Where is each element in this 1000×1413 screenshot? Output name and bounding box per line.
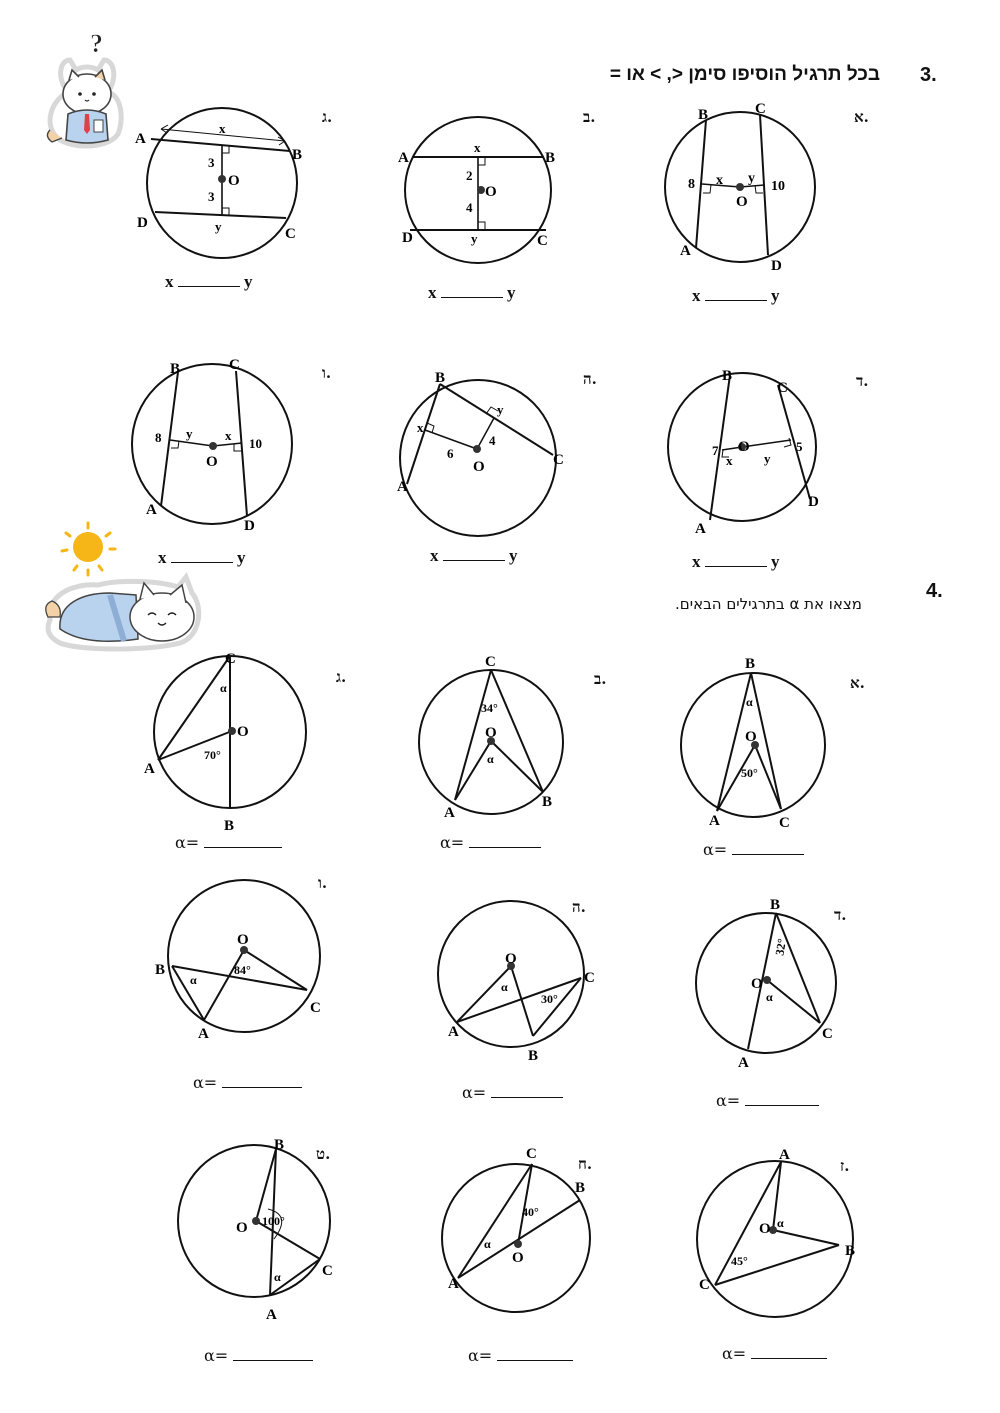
question-4-instruction: מצאו את α בתרגילים הבאים. bbox=[675, 595, 862, 613]
length-label: 7 bbox=[712, 443, 719, 458]
point-label: B bbox=[528, 1048, 539, 1064]
point-label: C bbox=[699, 1277, 710, 1293]
q4-diagram-a bbox=[675, 655, 840, 835]
point-label: C bbox=[553, 452, 564, 468]
cat-thinking-sticker bbox=[38, 30, 133, 155]
q3-d-blank[interactable] bbox=[705, 566, 767, 567]
point-label: C bbox=[537, 233, 548, 249]
angle-label: 50° bbox=[741, 766, 758, 780]
point-label: B bbox=[698, 107, 709, 123]
q4-g-answer-label: α= bbox=[722, 1344, 747, 1363]
point-label: B bbox=[274, 1137, 285, 1153]
point-label: D bbox=[137, 215, 148, 231]
angle-label: 30° bbox=[541, 992, 558, 1006]
length-label: y bbox=[497, 402, 504, 417]
point-label: A bbox=[198, 1026, 209, 1042]
angle-label: α bbox=[487, 752, 494, 766]
cat-sun-sleeping-sticker bbox=[40, 525, 205, 660]
length-label: 10 bbox=[249, 436, 262, 451]
point-label: A bbox=[444, 805, 455, 821]
point-label: B bbox=[224, 818, 235, 834]
q4-i-blank[interactable] bbox=[233, 1360, 313, 1361]
point-label: O bbox=[738, 439, 750, 455]
q3-a-left: x bbox=[692, 286, 701, 305]
point-label: A bbox=[135, 131, 146, 147]
q3-answer-c bbox=[165, 272, 253, 292]
q3-answer-b bbox=[428, 283, 516, 303]
point-label: B bbox=[845, 1243, 856, 1259]
point-label: B bbox=[542, 794, 553, 810]
q3-e-blank[interactable] bbox=[443, 560, 505, 561]
angle-label: 100° bbox=[262, 1214, 285, 1228]
q4-label-g: ז. bbox=[840, 1157, 850, 1175]
angle-label: α bbox=[484, 1237, 491, 1251]
q4-f-answer-label: α= bbox=[193, 1073, 218, 1092]
length-label: x bbox=[225, 428, 232, 443]
angle-label: α bbox=[746, 695, 753, 709]
question-3-title: בכל תרגיל הוסיפו סימן <, > או = bbox=[609, 64, 880, 85]
q3-e-left: x bbox=[430, 546, 439, 565]
point-label: B bbox=[170, 361, 181, 377]
q4-answer-d bbox=[716, 1091, 819, 1110]
point-label: A bbox=[680, 243, 691, 259]
length-label: y bbox=[215, 219, 222, 234]
q4-h-blank[interactable] bbox=[497, 1360, 573, 1361]
point-label: A bbox=[398, 150, 409, 166]
q4-label-b: ב. bbox=[594, 670, 607, 688]
q4-a-answer-label: α= bbox=[703, 840, 728, 859]
q3-diagram-e bbox=[395, 370, 585, 540]
angle-label: 40° bbox=[522, 1205, 539, 1219]
length-label: 4 bbox=[466, 200, 473, 215]
question-mark-icon: ? bbox=[90, 29, 103, 58]
q4-diagram-f bbox=[152, 880, 337, 1050]
point-label: B bbox=[770, 897, 781, 913]
q4-label-d: ד. bbox=[834, 906, 847, 924]
q4-diagram-d bbox=[690, 895, 850, 1075]
length-label: y bbox=[471, 231, 478, 246]
q3-diagram-f bbox=[130, 357, 320, 540]
q3-f-blank[interactable] bbox=[171, 562, 233, 563]
q4-label-h: ח. bbox=[578, 1155, 593, 1173]
point-label: O bbox=[228, 173, 240, 189]
point-label: O bbox=[512, 1250, 524, 1266]
length-label: 5 bbox=[796, 439, 803, 454]
point-label: B bbox=[292, 147, 303, 163]
q3-f-right: y bbox=[237, 548, 246, 567]
q4-d-answer-label: α= bbox=[716, 1091, 741, 1110]
q4-answer-h bbox=[468, 1346, 573, 1365]
angle-label: 34° bbox=[481, 701, 498, 715]
angle-label: α bbox=[274, 1270, 281, 1284]
angle-label: 70° bbox=[204, 748, 221, 762]
q3-answer-f bbox=[158, 548, 246, 568]
point-label: A bbox=[738, 1055, 749, 1071]
length-label: x bbox=[716, 173, 723, 188]
q4-h-answer-label: α= bbox=[468, 1346, 493, 1365]
q3-label-d: ד. bbox=[856, 372, 869, 390]
q3-label-c: ג. bbox=[322, 108, 333, 126]
q4-answer-f bbox=[193, 1073, 302, 1092]
point-label: C bbox=[485, 654, 496, 670]
q3-label-f: ו. bbox=[322, 364, 332, 382]
point-label: O bbox=[237, 724, 249, 740]
q3-diagram-d bbox=[660, 365, 850, 545]
q4-diagram-e bbox=[435, 890, 605, 1070]
length-label: y bbox=[748, 171, 755, 186]
point-label: B bbox=[575, 1180, 586, 1196]
length-label: 6 bbox=[447, 446, 454, 461]
length-label: x bbox=[219, 121, 226, 136]
q4-label-e: ה. bbox=[572, 898, 586, 916]
q3-diagram-c bbox=[135, 115, 315, 270]
angle-label: 45° bbox=[731, 1254, 748, 1268]
q4-d-blank[interactable] bbox=[745, 1105, 819, 1106]
q3-diagram-a bbox=[660, 100, 850, 275]
question-4-number: 4. bbox=[926, 580, 943, 602]
point-label: A bbox=[448, 1024, 459, 1040]
q4-answer-a bbox=[703, 840, 804, 859]
q3-b-blank[interactable] bbox=[441, 297, 503, 298]
point-label: A bbox=[709, 813, 720, 829]
q4-c-blank[interactable] bbox=[204, 847, 282, 848]
point-label: D bbox=[808, 494, 819, 510]
q3-answer-d bbox=[692, 552, 780, 572]
point-label: C bbox=[822, 1026, 833, 1042]
q3-d-left: x bbox=[692, 552, 701, 571]
q4-label-i: ט. bbox=[316, 1145, 331, 1163]
q4-diagram-h bbox=[440, 1140, 610, 1320]
point-label: O bbox=[485, 184, 497, 200]
point-label: O bbox=[206, 454, 218, 470]
point-label: A bbox=[144, 761, 155, 777]
point-label: O bbox=[473, 459, 485, 475]
point-label: C bbox=[584, 970, 595, 986]
q3-answer-e bbox=[430, 546, 518, 566]
q4-answer-e bbox=[462, 1083, 563, 1102]
point-label: D bbox=[402, 230, 413, 246]
q4-g-blank[interactable] bbox=[751, 1358, 827, 1359]
q4-label-f: ו. bbox=[318, 874, 328, 892]
point-label: B bbox=[435, 370, 446, 386]
q4-b-blank[interactable] bbox=[469, 847, 541, 848]
point-label: B bbox=[545, 150, 556, 166]
length-label: 10 bbox=[771, 179, 785, 194]
q3-d-right: y bbox=[771, 552, 780, 571]
point-label: O bbox=[751, 976, 763, 992]
q3-c-right: y bbox=[244, 272, 253, 291]
q4-diagram-i bbox=[170, 1135, 345, 1325]
length-label: 2 bbox=[466, 168, 473, 183]
point-label: C bbox=[526, 1146, 537, 1162]
sun-icon bbox=[62, 523, 115, 575]
point-label: C bbox=[755, 101, 766, 117]
q4-e-blank[interactable] bbox=[491, 1097, 563, 1098]
q3-label-a: א. bbox=[854, 108, 869, 126]
q4-answer-c bbox=[175, 833, 282, 852]
q3-label-e: ה. bbox=[583, 370, 597, 388]
q3-answer-a bbox=[692, 286, 780, 306]
q3-e-right: y bbox=[509, 546, 518, 565]
angle-label: α bbox=[766, 990, 773, 1004]
length-label: 8 bbox=[155, 430, 162, 445]
q4-diagram-c bbox=[140, 648, 320, 833]
angle-label: α bbox=[501, 980, 508, 994]
point-label: C bbox=[322, 1263, 333, 1279]
q4-c-answer-label: α= bbox=[175, 833, 200, 852]
point-label: D bbox=[244, 518, 255, 534]
length-label: x bbox=[474, 140, 481, 155]
q3-c-blank[interactable] bbox=[178, 286, 240, 287]
q4-label-a: א. bbox=[850, 674, 865, 692]
point-label: A bbox=[266, 1307, 277, 1323]
q4-i-answer-label: α= bbox=[204, 1346, 229, 1365]
point-label: A bbox=[448, 1276, 459, 1292]
q3-b-right: y bbox=[507, 283, 516, 302]
point-label: B bbox=[155, 962, 166, 978]
q3-a-blank[interactable] bbox=[705, 300, 767, 301]
length-label: y bbox=[186, 426, 193, 441]
q4-b-answer-label: α= bbox=[440, 833, 465, 852]
length-label: 3 bbox=[208, 189, 215, 204]
point-label: O bbox=[236, 1220, 248, 1236]
length-label: 3 bbox=[208, 155, 215, 170]
q3-a-right: y bbox=[771, 286, 780, 305]
q3-label-b: ב. bbox=[583, 108, 596, 126]
point-label: O bbox=[736, 194, 748, 210]
point-label: O bbox=[505, 951, 517, 967]
length-label: x bbox=[417, 420, 424, 435]
point-label: B bbox=[745, 656, 756, 672]
q4-e-answer-label: α= bbox=[462, 1083, 487, 1102]
point-label: C bbox=[229, 357, 240, 373]
angle-label: α bbox=[190, 973, 197, 987]
q3-f-left: x bbox=[158, 548, 167, 567]
q3-diagram-b bbox=[395, 120, 575, 270]
point-label: O bbox=[237, 932, 249, 948]
point-label: C bbox=[310, 1000, 321, 1016]
point-label: C bbox=[777, 380, 788, 396]
angle-label: α bbox=[777, 1216, 784, 1230]
point-label: C bbox=[285, 226, 296, 242]
angle-label: α bbox=[220, 681, 227, 695]
angle-label: 32° bbox=[772, 937, 790, 957]
point-label: B bbox=[722, 368, 733, 384]
length-label: 8 bbox=[688, 177, 695, 192]
point-label: D bbox=[771, 258, 782, 274]
q3-b-left: x bbox=[428, 283, 437, 302]
q4-diagram-b bbox=[415, 650, 580, 830]
q4-f-blank[interactable] bbox=[222, 1087, 302, 1088]
length-label: x bbox=[726, 453, 733, 468]
point-label: A bbox=[146, 502, 157, 518]
q4-label-c: ג. bbox=[336, 668, 347, 686]
point-label: C bbox=[779, 815, 790, 831]
point-label: O bbox=[745, 729, 757, 745]
q4-diagram-g bbox=[695, 1145, 865, 1325]
point-label: A bbox=[695, 521, 706, 537]
q4-answer-g bbox=[722, 1344, 827, 1363]
point-label: A bbox=[397, 479, 408, 495]
point-label: O bbox=[759, 1221, 771, 1237]
q4-a-blank[interactable] bbox=[732, 854, 804, 855]
length-label: 4 bbox=[489, 433, 496, 448]
point-label: O bbox=[485, 725, 497, 741]
question-3-number: 3. bbox=[920, 64, 937, 86]
angle-label: 84° bbox=[234, 963, 251, 977]
q3-c-left: x bbox=[165, 272, 174, 291]
q4-answer-i bbox=[204, 1346, 313, 1365]
point-label: C bbox=[225, 651, 236, 667]
point-label: A bbox=[779, 1147, 790, 1163]
length-label: y bbox=[764, 451, 771, 466]
q4-answer-b bbox=[440, 833, 541, 852]
